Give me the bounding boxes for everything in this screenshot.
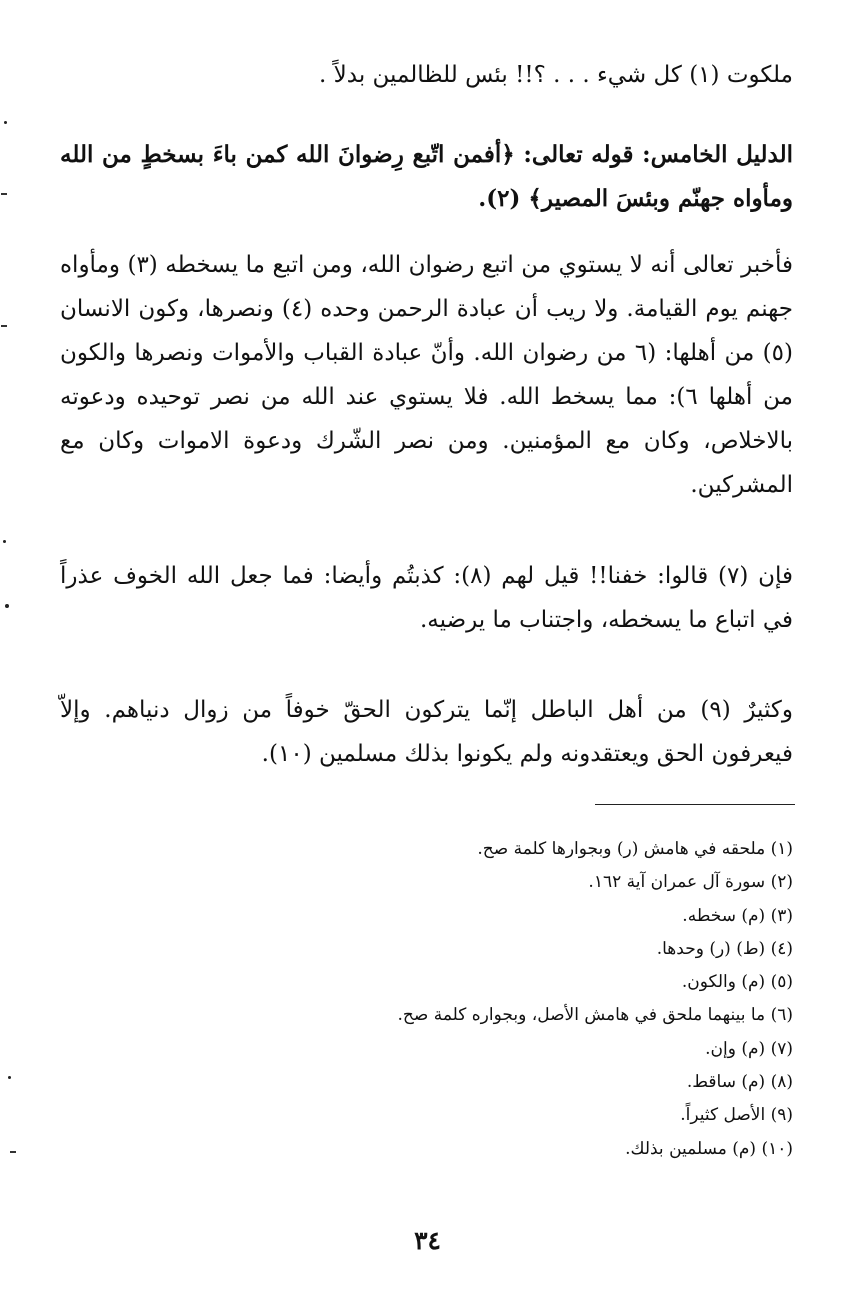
scan-speck (10, 1151, 16, 1153)
paragraph-explanation: فأخبر تعالى أنه لا يستوي من اتبع رضوان الله، ومن اتبع ما يسخطه (٣) ومأواه جهنم يوم القيامة. ولا ريب أن عبادة الرحمن وحده (٤) ونصرها، وكون الانسان (٥) من أهلها: (٦ من رضوان الله. وأنّ عبادة القباب والأموات ونصرها والكون من أهلها ٦): مما يسخط الله. فلا يستوي عند الله من نصر توحيده ودعوته بالاخلاص، وكان مع المؤمنين. ومن نصر الشّرك ودعوة الاموات وكان مع المشركين. (60, 252, 794, 498)
footnote-item: (٤) (ط) (ر) وحدها. (656, 938, 793, 959)
footnote-item: (١٠) (م) مسلمين بذلك. (625, 1138, 793, 1159)
footnote-item: (٧) (م) وإن. (705, 1038, 793, 1059)
footnote-item: (٢) سورة آل عمران آية ١٦٢. (588, 872, 793, 893)
footnote-item: (٥) (م) والكون. (681, 972, 793, 993)
paragraph-fear: فإن (٧) قالوا: خفنا!! قيل لهم (٨): كذبتُم وأيضا: فما جعل الله الخوف عذراً في اتباع ما يسخطه، واجتناب ما يرضيه. (60, 563, 793, 633)
page-number: ٣٤ (414, 1226, 441, 1255)
scan-speck (4, 121, 7, 124)
footnote-item: (٣) (م) سخطه. (682, 905, 793, 926)
scan-speck (1, 325, 7, 327)
scan-speck (8, 1076, 11, 1079)
paragraph-intro: ملكوت (١) كل شيء . . . ؟!! بئس للظالمين بدلاً . (319, 62, 793, 88)
paragraph-falsehood: وكثيرٌ (٩) من أهل الباطل إنّما يتركون الحقّ خوفاً من زوال دنياهم. وإلاّ فيعرفون الحق ويعتقدونه ولم يكونوا بذلك مسلمين (١٠). (60, 697, 793, 767)
scan-speck (5, 604, 9, 608)
footnotes-list (60, 833, 793, 1166)
scan-speck (3, 540, 6, 543)
scan-speck (1, 193, 7, 195)
footnote-item: (١) ملحقه في هامش (ر) وبجوارها كلمة صح. (477, 839, 793, 859)
footnote-item: (٦) ما بينهما ملحق في هامش الأصل، وبجواره كلمة صح. (397, 1005, 793, 1026)
footnote-item: (٩) الأصل كثيراً. (680, 1105, 793, 1126)
footnote-item: (٨) (م) ساقط. (686, 1072, 793, 1093)
footnote-separator (595, 804, 795, 805)
evidence-heading: الدليل الخامس: قوله تعالى: ﴿أفمن اتّبع رِضوانَ الله كمن باءَ بسخطٍ من الله ومأواه جهنّم وبئسَ المصير﴾ (٢). (60, 141, 793, 212)
